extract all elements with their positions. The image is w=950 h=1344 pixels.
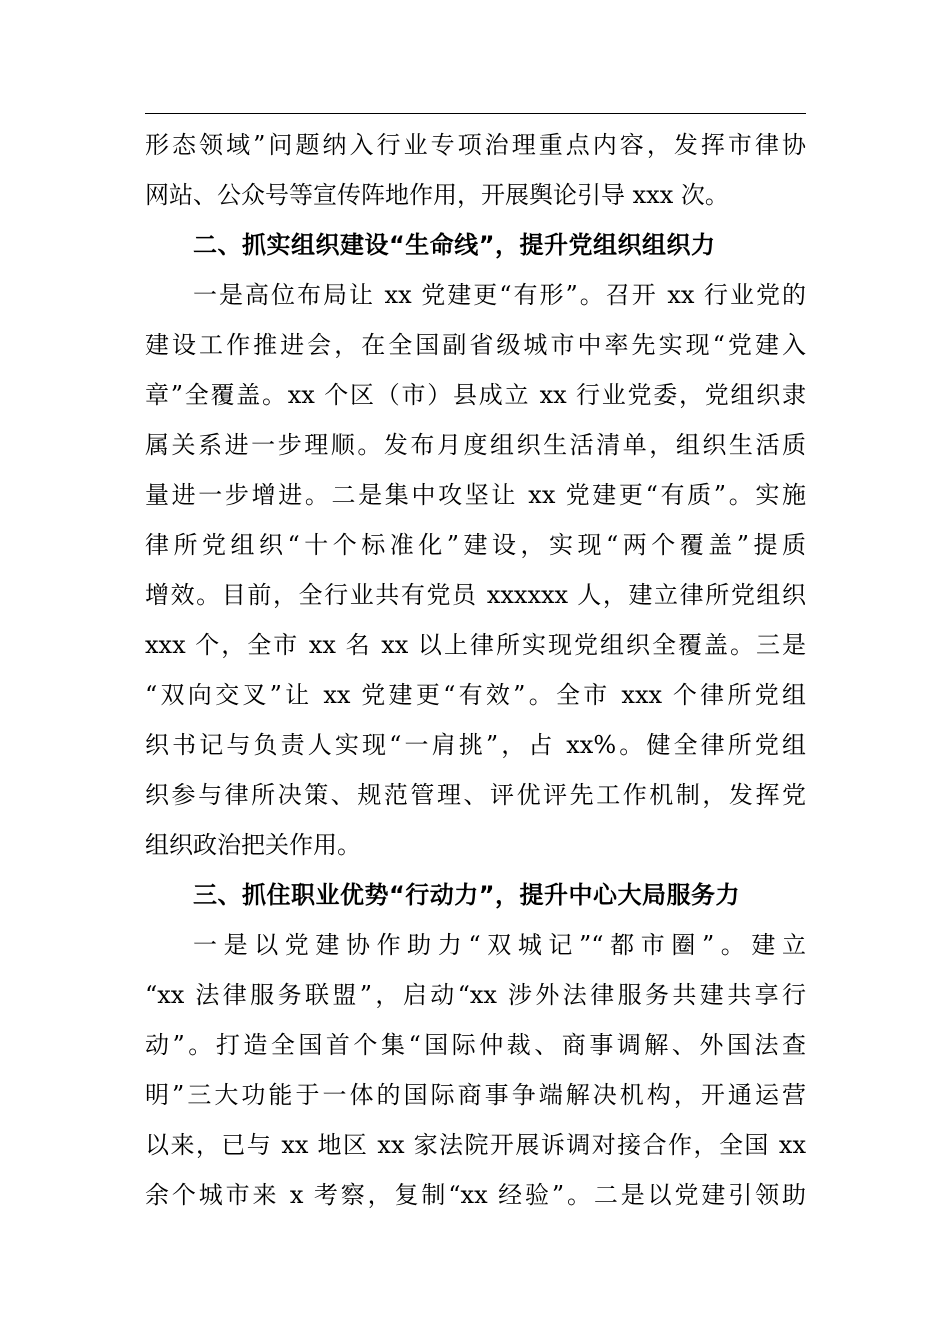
body-line: 一是以党建协作助力“双城记”“都市圈”。建立	[193, 931, 806, 959]
body-line: 明”三大功能于一体的国际商事争端解决机构，开通运营	[145, 1081, 806, 1109]
body-line: 形态领域”问题纳入行业专项治理重点内容，发挥市律协	[145, 131, 806, 159]
body-line: 动”。打造全国首个集“国际仲裁、商事调解、外国法查	[145, 1031, 806, 1059]
body-line: 组织政治把关作用。	[145, 831, 361, 859]
section-heading-2: 二、抓实组织建设“生命线”，提升党组织组织力	[193, 231, 716, 259]
body-line: 增效。目前，全行业共有党员 xxxxxx 人，建立律所党组织	[145, 581, 806, 609]
body-line: 量进一步增进。二是集中攻坚让 xx 党建更“有质”。实施	[145, 481, 806, 509]
body-line: xxx 个，全市 xx 名 xx 以上律所实现党组织全覆盖。三是	[145, 631, 806, 659]
body-line: 织参与律所决策、规范管理、评优评先工作机制，发挥党	[145, 781, 806, 809]
body-line: 律所党组织“十个标准化”建设，实现“两个覆盖”提质	[145, 531, 806, 559]
section-heading-3: 三、抓住职业优势“行动力”，提升中心大局服务力	[193, 881, 741, 909]
body-line: 以来，已与 xx 地区 xx 家法院开展诉调对接合作，全国 xx	[145, 1131, 806, 1159]
body-line: 一是高位布局让 xx 党建更“有形”。召开 xx 行业党的	[193, 281, 806, 309]
body-line: 建设工作推进会，在全国副省级城市中率先实现“党建入	[145, 331, 806, 359]
body-line: 属关系进一步理顺。发布月度组织生活清单，组织生活质	[145, 431, 806, 459]
body-line: 余个城市来 x 考察，复制“xx 经验”。二是以党建引领助	[145, 1181, 806, 1209]
body-line: “xx 法律服务联盟”，启动“xx 涉外法律服务共建共享行	[145, 981, 806, 1009]
body-line: “双向交叉”让 xx 党建更“有效”。全市 xxx 个律所党组	[145, 681, 806, 709]
body-line: 织书记与负责人实现“一肩挑”，占 xx%。健全律所党组	[145, 731, 806, 759]
header-rule	[145, 113, 806, 114]
body-line: 网站、公众号等宣传阵地作用，开展舆论引导 xxx 次。	[145, 181, 729, 209]
body-line: 章”全覆盖。xx 个区（市）县成立 xx 行业党委，党组织隶	[145, 381, 806, 409]
